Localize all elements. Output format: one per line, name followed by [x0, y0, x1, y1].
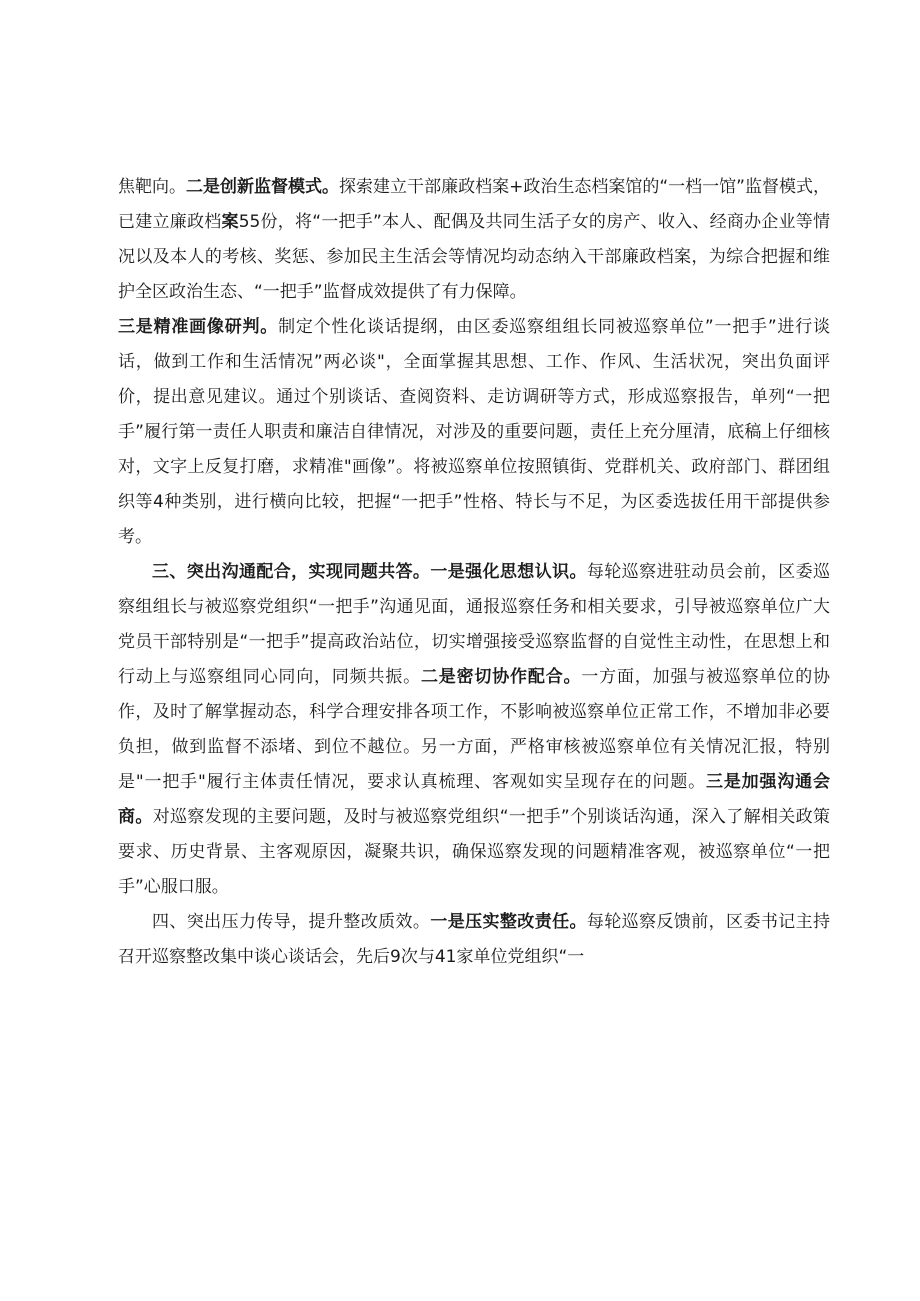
- bold-heading-close-cooperation: 二是密切协作配合。: [420, 667, 582, 687]
- text-run: 55份，将“一把手”本人、配偶及共同生活子女的房产、收入、经商办企业等情况以及本人的考核、奖惩、参加民主生活会等情况均动态纳入干部廉政档案，为综合把握和维护全区政治生态、“一把手”监督成效提供了有力保障。: [118, 212, 831, 302]
- text-run: 对巡察发现的主要问题，及时与被巡察党组织“一把手”个别谈话沟通，深入了解相关政策要求、历史背景、主客观原因，凝聚共识，确保巡察发现的问题精准客观，被巡察单位“一把手”心服口服。: [118, 807, 830, 897]
- document-body: [118, 170, 830, 975]
- paragraph-supervision-model: [118, 170, 830, 310]
- paragraph-section-four: [118, 905, 830, 975]
- bold-heading-precise-portrait: 三是精准画像研判。: [118, 317, 279, 337]
- text-run: 制定个性化谈话提纲，由区委巡察组组长同被巡察单位”一把手”进行谈话，做到工作和生活情况”两必谈"，全面掌握其思想、工作、作风、生活状况，突出负面评价，提出意见建议。通过个别谈话、查阅资料、走访调研等方式，形成巡察报告，单列“一把手”履行第一责任人职责和廉洁自律情况，对涉及的重要问题，责任上充分厘清，底稿上仔细核对，文字上反复打磨，求精准"画像”。将被巡察单位按照镇街、党群机关、政府部门、群团组织等4种类别，进行横向比较，把握“一把手”性格、特长与不足，为区委选拔任用干部提供参考。: [118, 317, 830, 547]
- text-run: 焦靶向。: [118, 177, 187, 197]
- paragraph-precise-portrait: [118, 310, 830, 555]
- text-run: 每轮巡察反馈前，区委书记主持召开巡察整改集中谈心谈话会，先后9次与41家单位党组织“一: [118, 912, 831, 967]
- text-run: 一方面，加强与被巡察单位的协作，及时了解掌握动态，科学合理安排各项工作，不影响被巡察单位正常工作，不增加非必要负担，做到监督不添堵、到位不越位。另一方面，严格审核被巡察单位有关情况汇报，特别是"一把手"履行主体责任情况，要求认真梳理、客观如实呈现存在的问题。: [118, 667, 831, 792]
- text-run: 探索建立干部廉政档案+政治生态档案馆的“一档一馆”监督模式，已建立廉政档: [118, 177, 831, 232]
- bold-heading-innovate-supervision: 二是创新监督模式。: [186, 177, 340, 197]
- bold-text-run: 案: [221, 212, 239, 232]
- section-heading-three: 三、突出沟通配合，实现同题共答。: [152, 562, 431, 582]
- bold-heading-strengthen-awareness: 一是强化思想认识。: [430, 562, 587, 582]
- paragraph-section-three: [118, 555, 830, 905]
- section-heading-four: 四、突出压力传导，提升整改质效。: [152, 912, 431, 932]
- bold-heading-strengthen-communication: 三是加强沟通会商。: [118, 772, 831, 827]
- bold-heading-rectification-responsibility: 一是压实整改责任。: [430, 912, 587, 932]
- text-run: 每轮巡察进驻动员会前，区委巡察组组长与被巡察党组织“一把手”沟通见面，通报巡察任务和相关要求，引导被巡察单位广大党员干部特别是“一把手”提高政治站位，切实增强接受巡察监督的自觉性主动性，在思想上和行动上与巡察组同心同向，同频共振。: [118, 562, 831, 687]
